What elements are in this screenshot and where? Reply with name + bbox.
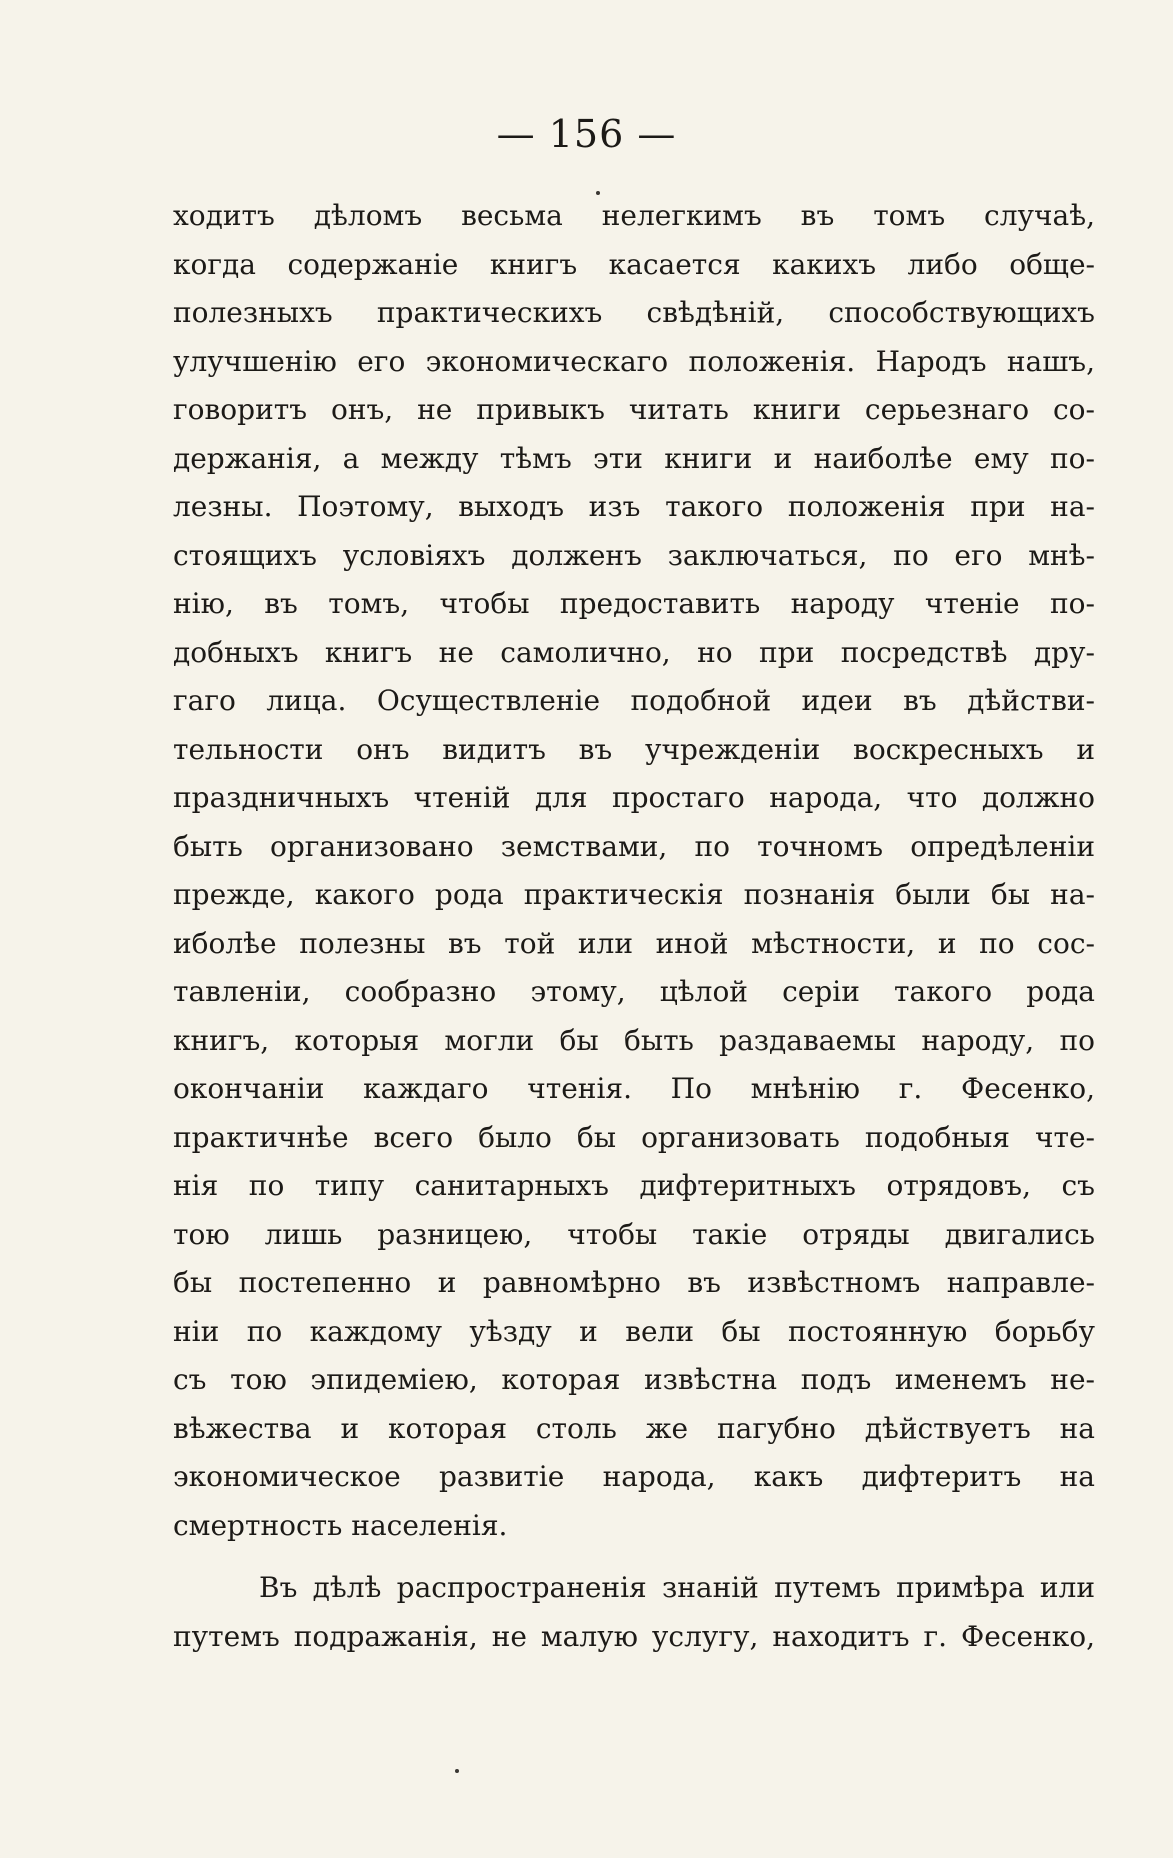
ink-speck [455,1769,459,1773]
text-line: практичнѣе всего было бы организовать подобныя чте- [173,1120,1095,1154]
text-line: путемъ подражанія, не малую услугу, находитъ г. Фесенко, [173,1619,1095,1653]
text-line: окончаніи каждаго чтенія. По мнѣнію г. Фесенко, [173,1072,1095,1105]
text-line: добныхъ книгъ не самолично, но при посредствѣ дру- [173,635,1095,669]
text-line: тельности онъ видитъ въ учрежденіи воскресныхъ и [173,732,1095,766]
text-line: говоритъ онъ, не привыкъ читать книги серьезнаго со- [173,393,1095,426]
text-line: лезны. Поэтому, выходъ изъ такого положенія при на- [173,490,1095,523]
paragraph-1 [173,192,1095,1550]
text-line: держанія, а между тѣмъ эти книги и наиболѣе ему по- [173,441,1095,475]
text-line: съ тою эпидеміею, которая извѣстна подъ именемъ не- [173,1363,1095,1396]
text-line: вѣжества и которая столь же пагубно дѣйствуетъ на [173,1411,1095,1445]
text-line: бы постепенно и равномѣрно въ извѣстномъ направле- [173,1266,1095,1299]
text-line: стоящихъ условіяхъ долженъ заключаться, по его мнѣ- [173,538,1095,572]
paragraph-2 [173,1564,1095,1661]
text-line: гаго лица. Осуществленіе подобной идеи въ дѣйстви- [173,684,1095,717]
text-line: когда содержаніе книгъ касается какихъ либо обще- [173,247,1095,281]
text-line: ніи по каждому уѣзду и вели бы постоянную борьбу [173,1314,1095,1348]
page-number: — 156 — [496,112,677,156]
text-line: тою лишь разницею, чтобы такіе отряды двигались [173,1217,1095,1251]
text-line: улучшенію его экономическаго положенія. Народъ нашъ, [173,344,1095,378]
body-text [173,192,1095,1661]
text-line: экономическое развитіе народа, какъ дифтеритъ на [173,1460,1095,1493]
text-line: смертность населенія. [173,1508,508,1542]
text-line: иболѣе полезны въ той или иной мѣстности, и по сос- [173,926,1095,960]
text-line: прежде, какого рода практическія познанія были бы на- [173,878,1095,911]
text-line: тавленіи, сообразно этому, цѣлой серіи такого рода [173,975,1095,1008]
text-line: праздничныхъ чтеній для простаго народа, что должно [173,781,1095,814]
text-line: полезныхъ практическихъ свѣдѣній, способствующихъ [173,296,1095,329]
ink-speck [596,191,600,195]
text-line: ходитъ дѣломъ весьма нелегкимъ въ томъ случаѣ, [173,199,1095,232]
text-line: книгъ, которыя могли бы быть раздаваемы народу, по [173,1023,1095,1057]
text-line: нію, въ томъ, чтобы предоставить народу чтеніе по- [173,587,1095,620]
text-line: Въ дѣлѣ распространенія знаній путемъ примѣра или [259,1571,1095,1604]
text-line: быть организовано земствами, по точномъ опредѣленіи [173,829,1095,863]
text-line: нія по типу санитарныхъ дифтеритныхъ отрядовъ, съ [173,1169,1095,1202]
